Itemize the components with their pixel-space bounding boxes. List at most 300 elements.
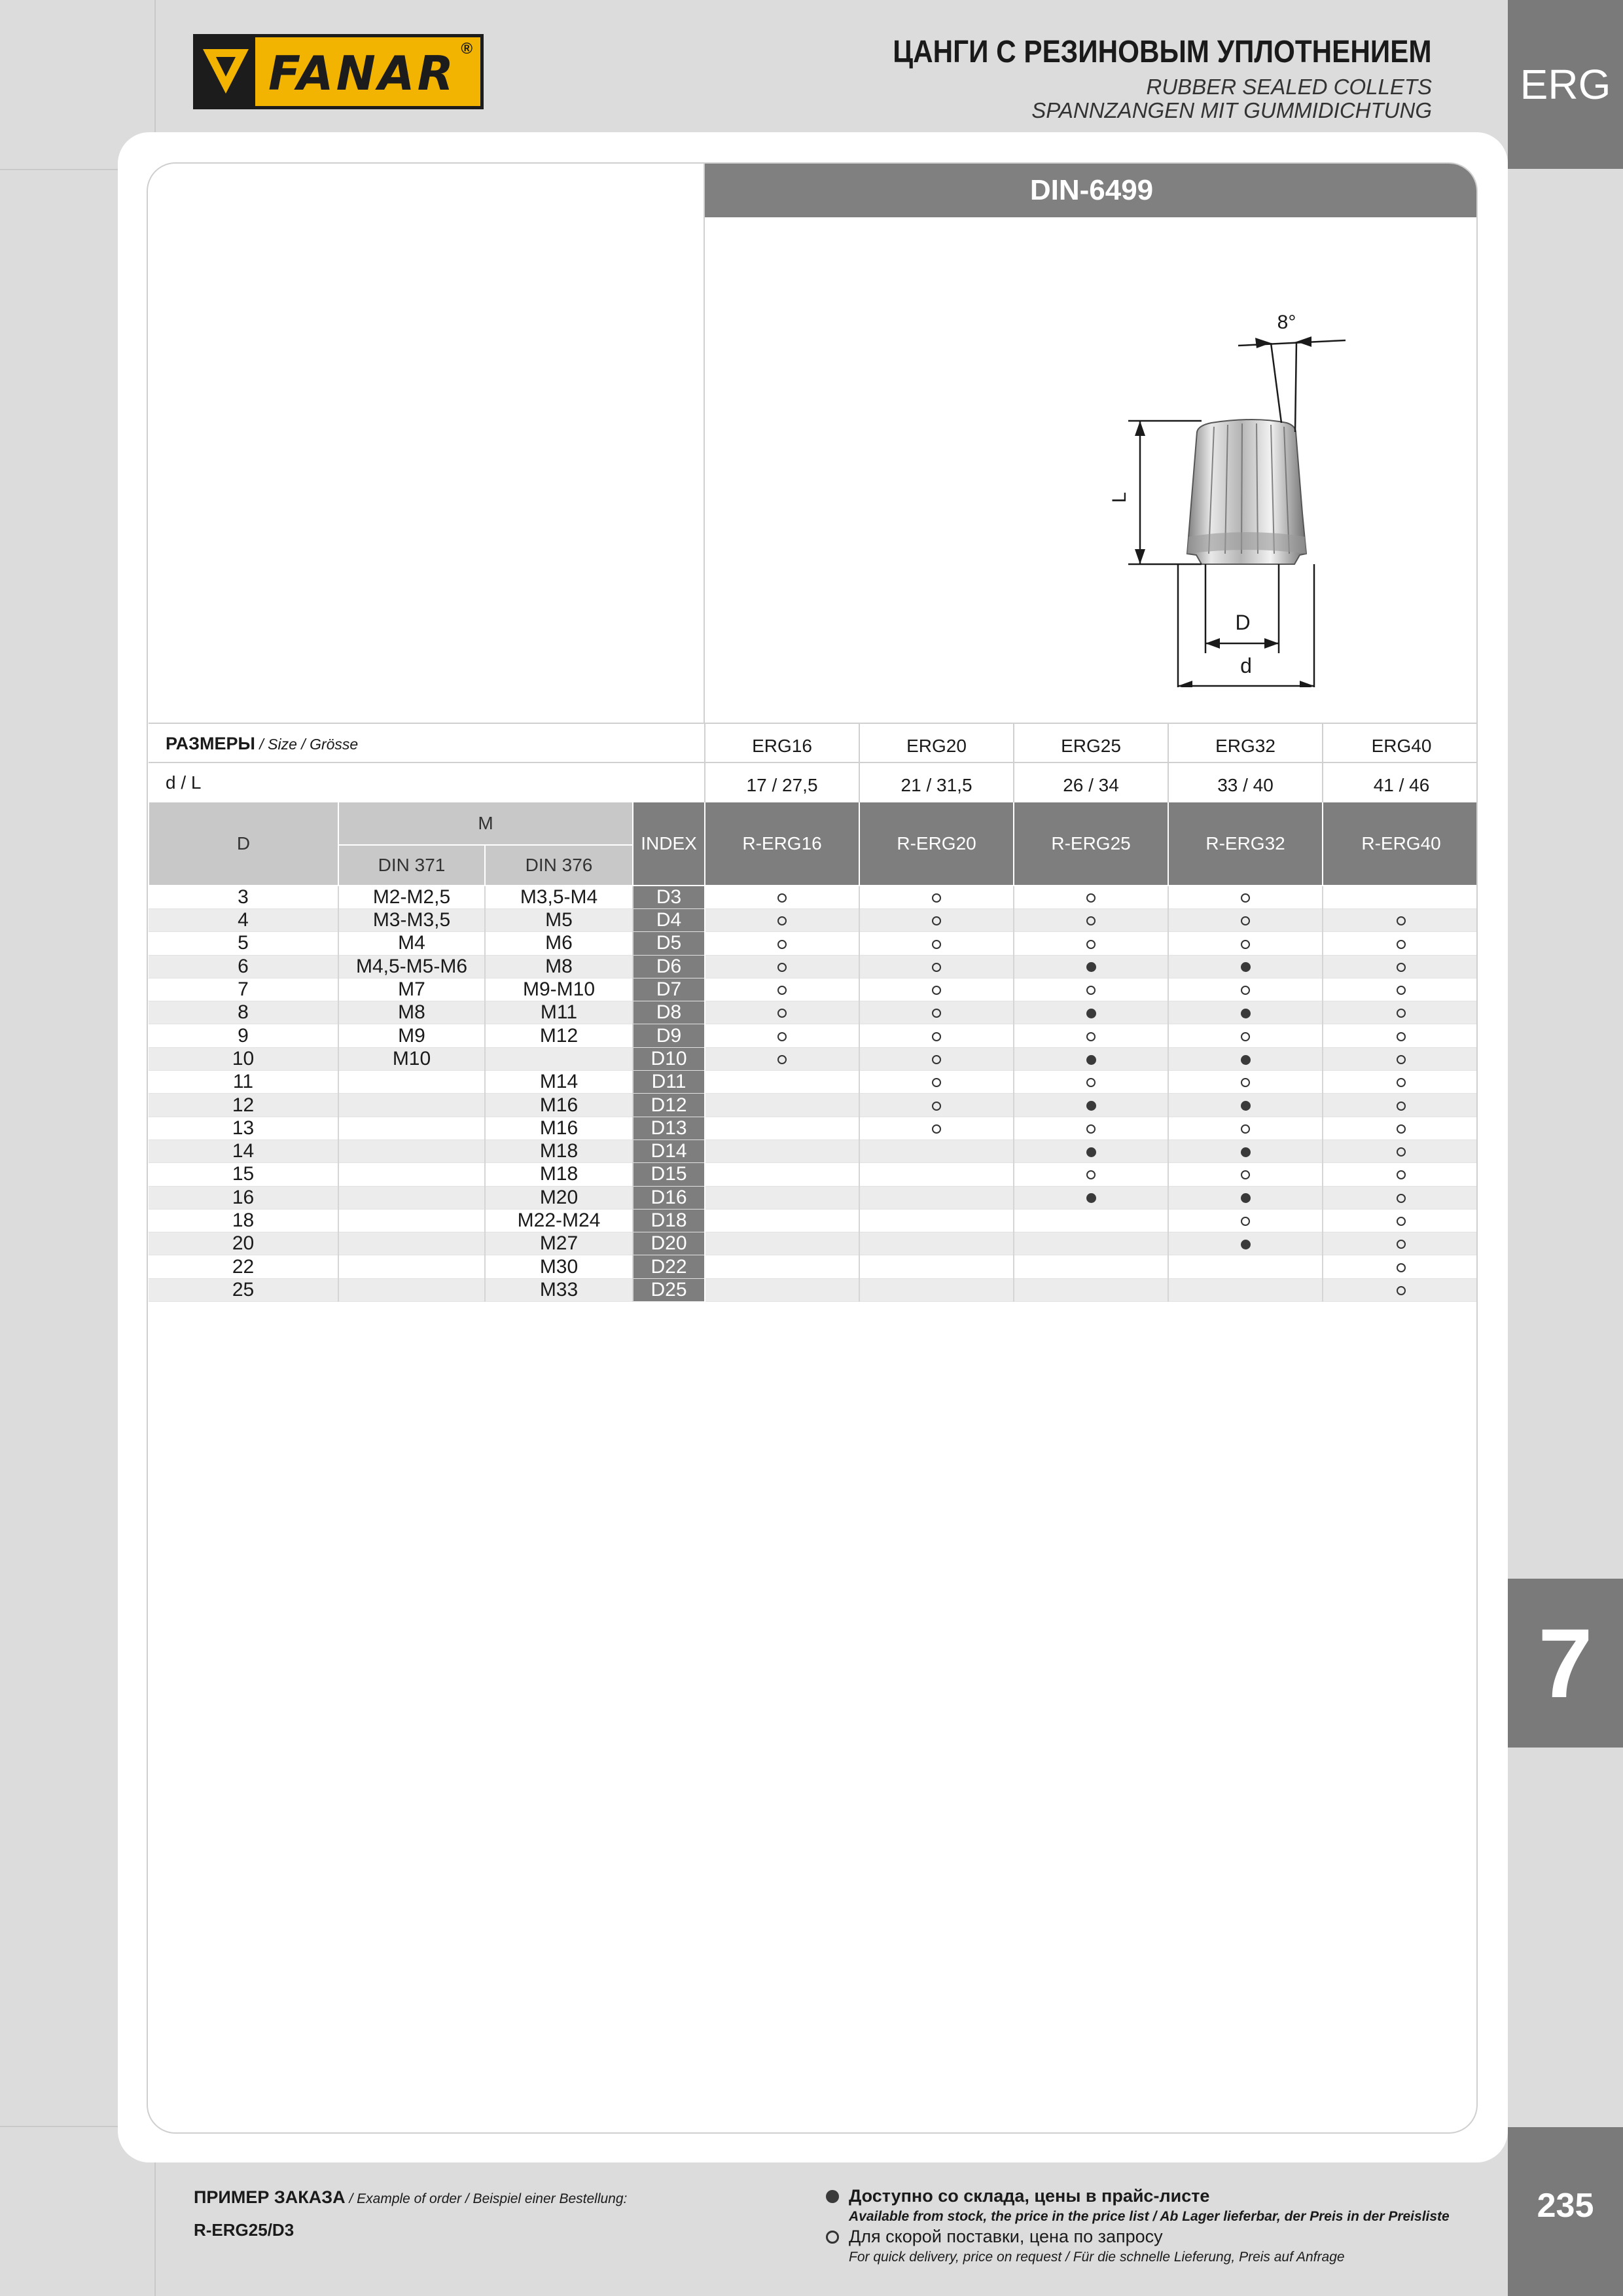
cell-availability (1014, 1047, 1168, 1070)
cell-availability (1168, 1255, 1323, 1278)
size-erg40: ERG40 (1323, 723, 1478, 762)
cell-availability (1323, 1232, 1478, 1255)
cell-availability (1168, 1209, 1323, 1232)
size-erg32: ERG32 (1168, 723, 1323, 762)
cell-availability (1168, 1163, 1323, 1186)
hollow-dot-icon (932, 1124, 941, 1134)
hollow-dot-icon (1397, 1124, 1406, 1134)
dim-angle-label: 8° (1277, 312, 1296, 333)
cell-din376: M14 (485, 1071, 633, 1094)
hollow-dot-icon (1397, 940, 1406, 949)
table-row (149, 1186, 1478, 1209)
cell-din376: M16 (485, 1094, 633, 1117)
cell-availability (705, 1139, 859, 1162)
cell-din371 (338, 1232, 485, 1255)
cell-din371: M8 (338, 1001, 485, 1024)
hollow-dot-icon (1397, 1032, 1406, 1041)
table-row (149, 1024, 1478, 1047)
cell-availability (1168, 1139, 1323, 1162)
cell-din371 (338, 1139, 485, 1162)
hollow-dot-icon (1397, 1217, 1406, 1226)
cell-availability (859, 1163, 1014, 1186)
cell-index: D20 (633, 1232, 705, 1255)
cell-availability (705, 1209, 859, 1232)
cell-D: 8 (149, 1001, 338, 1024)
cell-availability (705, 1071, 859, 1094)
cell-D: 25 (149, 1278, 338, 1301)
cell-availability (1014, 1117, 1168, 1139)
cell-availability (859, 1232, 1014, 1255)
cell-availability (1014, 1163, 1168, 1186)
cell-availability (1014, 1001, 1168, 1024)
cell-availability (1323, 1071, 1478, 1094)
cell-availability (1168, 1278, 1323, 1301)
col-header-din371: DIN 371 (338, 845, 485, 886)
page-title-ru: ЦАНГИ С РЕЗИНОВЫМ УПЛОТНЕНИЕМ (893, 35, 1432, 69)
dl-erg25: 26 / 34 (1014, 762, 1168, 802)
cell-index: D3 (633, 886, 705, 909)
col-header-r-erg25: R-ERG25 (1014, 802, 1168, 886)
dl-erg20: 21 / 31,5 (859, 762, 1014, 802)
cell-availability (1168, 1001, 1323, 1024)
logo-registered-mark: ® (461, 40, 473, 58)
cell-availability (1323, 1255, 1478, 1278)
filled-dot-icon (1086, 1101, 1096, 1111)
hollow-dot-icon (777, 940, 787, 949)
table-header-row (149, 802, 1478, 845)
filled-dot-icon (1086, 962, 1096, 972)
cell-availability (1168, 1186, 1323, 1209)
hollow-dot-icon (1397, 1263, 1406, 1272)
hollow-dot-icon (1397, 1194, 1406, 1203)
cell-index: D16 (633, 1186, 705, 1209)
cell-din376: M3,5-M4 (485, 886, 633, 909)
hollow-dot-icon (1086, 986, 1096, 995)
hollow-dot-icon (826, 2231, 839, 2244)
table-row (149, 1232, 1478, 1255)
cell-index: D5 (633, 932, 705, 955)
hollow-dot-icon (1397, 1078, 1406, 1087)
legend-quick-tr: For quick delivery, price on request / Für die schnelle Lieferung, Preis auf Anfrage (849, 2250, 1345, 2265)
hollow-dot-icon (777, 893, 787, 903)
cell-availability (1168, 978, 1323, 1001)
hollow-dot-icon (932, 1032, 941, 1041)
page-title-de: SPANNZANGEN MIT GUMMIDICHTUNG (1031, 98, 1432, 122)
cell-availability (859, 955, 1014, 978)
cell-din371: M4,5-M5-M6 (338, 955, 485, 978)
table-row (149, 955, 1478, 978)
cell-D: 12 (149, 1094, 338, 1117)
cell-availability (1014, 978, 1168, 1001)
cell-availability (705, 932, 859, 955)
collet-size-table (148, 723, 1478, 1302)
hollow-dot-icon (932, 1102, 941, 1111)
cell-availability (859, 909, 1014, 932)
page-title-en: RUBBER SEALED COLLETS (1146, 75, 1432, 99)
cell-din376: M5 (485, 909, 633, 932)
cell-availability (705, 909, 859, 932)
cell-availability (1014, 1278, 1168, 1301)
cell-din371 (338, 1071, 485, 1094)
hollow-dot-icon (777, 963, 787, 972)
collet-drawing (920, 295, 1378, 691)
filled-dot-icon (1241, 962, 1251, 972)
cell-index: D8 (633, 1001, 705, 1024)
cell-availability (859, 886, 1014, 909)
hollow-dot-icon (1397, 1009, 1406, 1018)
legend-quick (826, 2227, 1345, 2265)
dim-L-label: L (1109, 492, 1130, 503)
page-number: 235 (1508, 2127, 1623, 2296)
size-erg20: ERG20 (859, 723, 1014, 762)
dl-erg40: 41 / 46 (1323, 762, 1478, 802)
cell-index: D22 (633, 1255, 705, 1278)
filled-dot-icon (1241, 1147, 1251, 1157)
cell-availability (1323, 1209, 1478, 1232)
hollow-dot-icon (1086, 893, 1096, 903)
cell-D: 5 (149, 932, 338, 955)
cell-availability (1014, 1232, 1168, 1255)
col-header-r-erg20: R-ERG20 (859, 802, 1014, 886)
cell-D: 14 (149, 1139, 338, 1162)
cell-index: D12 (633, 1094, 705, 1117)
cell-availability (1323, 1117, 1478, 1139)
cell-availability (705, 955, 859, 978)
hollow-dot-icon (932, 1055, 941, 1064)
size-erg25: ERG25 (1014, 723, 1168, 762)
cell-availability (705, 978, 859, 1001)
cell-availability (705, 1001, 859, 1024)
table-row (149, 1163, 1478, 1186)
filled-dot-icon (1241, 1055, 1251, 1065)
logo-text: FANAR (268, 46, 457, 101)
size-row (149, 723, 1478, 762)
cell-din376: M16 (485, 1117, 633, 1139)
hollow-dot-icon (777, 1009, 787, 1018)
hollow-dot-icon (1241, 1032, 1250, 1041)
cell-availability (859, 1024, 1014, 1047)
col-header-r-erg40: R-ERG40 (1323, 802, 1478, 886)
cell-D: 20 (149, 1232, 338, 1255)
cell-availability (705, 1094, 859, 1117)
section-tab-erg[interactable]: ERG (1508, 0, 1623, 169)
cell-index: D6 (633, 955, 705, 978)
cell-D: 3 (149, 886, 338, 909)
hollow-dot-icon (932, 1078, 941, 1087)
filled-dot-icon (1086, 1193, 1096, 1203)
cell-din376: M9-M10 (485, 978, 633, 1001)
divider (704, 164, 705, 724)
cell-availability (859, 1094, 1014, 1117)
cell-availability (705, 1117, 859, 1139)
cell-D: 9 (149, 1024, 338, 1047)
cell-availability (705, 1163, 859, 1186)
cell-availability (705, 1186, 859, 1209)
cell-din371 (338, 1117, 485, 1139)
cell-availability (1168, 932, 1323, 955)
cell-availability (859, 1047, 1014, 1070)
hollow-dot-icon (1397, 1286, 1406, 1295)
hollow-dot-icon (1086, 916, 1096, 925)
cell-availability (1323, 1139, 1478, 1162)
dl-erg32: 33 / 40 (1168, 762, 1323, 802)
legend-quick-ru: Для скорой поставки, цена по запросу (849, 2227, 1163, 2246)
cell-din371 (338, 1278, 485, 1301)
cell-availability (1014, 1186, 1168, 1209)
cell-availability (859, 978, 1014, 1001)
hollow-dot-icon (1241, 986, 1250, 995)
cell-availability (1323, 1001, 1478, 1024)
cell-din371: M3-M3,5 (338, 909, 485, 932)
legend-stock-ru: Доступно со склада, цены в прайс-листе (849, 2186, 1210, 2206)
cell-availability (859, 932, 1014, 955)
hollow-dot-icon (932, 986, 941, 995)
cell-D: 6 (149, 955, 338, 978)
cell-din376: M27 (485, 1232, 633, 1255)
cell-din376 (485, 1047, 633, 1070)
cell-din371: M10 (338, 1047, 485, 1070)
cell-availability (1014, 1071, 1168, 1094)
cell-availability (1323, 1024, 1478, 1047)
col-header-D: D (149, 802, 338, 886)
cell-din371: M9 (338, 1024, 485, 1047)
filled-dot-icon (1241, 1193, 1251, 1203)
table-row (149, 1071, 1478, 1094)
cell-availability (705, 886, 859, 909)
table-row (149, 909, 1478, 932)
order-example-label: ПРИМЕР ЗАКАЗА / Example of order / Beispiel einer Bestellung: (194, 2187, 628, 2207)
hollow-dot-icon (1086, 940, 1096, 949)
cell-din371 (338, 1094, 485, 1117)
cell-availability (859, 1255, 1014, 1278)
cell-D: 16 (149, 1186, 338, 1209)
cell-din376: M11 (485, 1001, 633, 1024)
hollow-dot-icon (1241, 1170, 1250, 1179)
legend-stock (826, 2186, 1450, 2225)
table-row (149, 1094, 1478, 1117)
table-row (149, 1278, 1478, 1301)
size-erg16: ERG16 (705, 723, 859, 762)
cell-availability (1323, 978, 1478, 1001)
cell-D: 10 (149, 1047, 338, 1070)
cell-availability (1323, 955, 1478, 978)
filled-dot-icon (1241, 1101, 1251, 1111)
cell-availability (1323, 1163, 1478, 1186)
hollow-dot-icon (932, 916, 941, 925)
cell-availability (859, 1186, 1014, 1209)
logo-v-mark-icon (196, 37, 255, 106)
cell-availability (1168, 1071, 1323, 1094)
fanar-logo (193, 34, 484, 109)
cell-availability (705, 1278, 859, 1301)
cell-availability (705, 1024, 859, 1047)
cell-availability (1323, 909, 1478, 932)
cell-din371 (338, 1163, 485, 1186)
cell-index: D7 (633, 978, 705, 1001)
cell-index: D25 (633, 1278, 705, 1301)
hollow-dot-icon (777, 1055, 787, 1064)
cell-din371 (338, 1186, 485, 1209)
table-row (149, 978, 1478, 1001)
hollow-dot-icon (1241, 1124, 1250, 1134)
cell-availability (1014, 1209, 1168, 1232)
cell-availability (1014, 932, 1168, 955)
cell-availability (1168, 955, 1323, 978)
cell-availability (859, 1278, 1014, 1301)
cell-din376: M30 (485, 1255, 633, 1278)
table-row (149, 886, 1478, 909)
cell-availability (1323, 1186, 1478, 1209)
cell-index: D11 (633, 1071, 705, 1094)
table-body (149, 886, 1478, 1302)
dl-row (149, 762, 1478, 802)
cell-availability (1014, 1024, 1168, 1047)
hollow-dot-icon (1397, 1240, 1406, 1249)
cell-D: 13 (149, 1117, 338, 1139)
cell-availability (1168, 1024, 1323, 1047)
hollow-dot-icon (1397, 1055, 1406, 1064)
cell-availability (1323, 1278, 1478, 1301)
cell-availability (1168, 1047, 1323, 1070)
cell-availability (1323, 932, 1478, 955)
cell-din376: M22-M24 (485, 1209, 633, 1232)
cell-D: 22 (149, 1255, 338, 1278)
cell-availability (859, 1001, 1014, 1024)
chapter-tab[interactable]: 7 (1508, 1579, 1623, 1748)
col-header-r-erg16: R-ERG16 (705, 802, 859, 886)
cell-din376: M20 (485, 1186, 633, 1209)
dl-label: d / L (149, 762, 705, 802)
hollow-dot-icon (1241, 1217, 1250, 1226)
hollow-dot-icon (932, 963, 941, 972)
dl-erg16: 17 / 27,5 (705, 762, 859, 802)
hollow-dot-icon (1086, 1032, 1096, 1041)
hollow-dot-icon (932, 940, 941, 949)
hollow-dot-icon (1086, 1170, 1096, 1179)
cell-availability (1014, 955, 1168, 978)
filled-dot-icon (1241, 1240, 1251, 1249)
size-label: РАЗМЕРЫ / Size / Grösse (149, 723, 705, 762)
cell-availability (705, 1047, 859, 1070)
standard-header: DIN-6499 (704, 164, 1478, 217)
cell-index: D4 (633, 909, 705, 932)
hollow-dot-icon (1241, 1078, 1250, 1087)
col-header-din376: DIN 376 (485, 845, 633, 886)
cell-availability (1323, 886, 1478, 909)
cell-availability (1168, 909, 1323, 932)
col-header-index: INDEX (633, 802, 705, 886)
hollow-dot-icon (777, 916, 787, 925)
cell-availability (859, 1139, 1014, 1162)
cell-availability (859, 1117, 1014, 1139)
table-row (149, 1001, 1478, 1024)
cell-index: D15 (633, 1163, 705, 1186)
col-header-M: M (338, 802, 633, 845)
cell-din371 (338, 1255, 485, 1278)
cell-din371: M4 (338, 932, 485, 955)
cell-availability (705, 1232, 859, 1255)
hollow-dot-icon (1397, 963, 1406, 972)
cell-din376: M18 (485, 1163, 633, 1186)
hollow-dot-icon (1397, 916, 1406, 925)
filled-dot-icon (1241, 1009, 1251, 1018)
cell-availability (1014, 1139, 1168, 1162)
table-row (149, 1047, 1478, 1070)
cell-din371: M2-M2,5 (338, 886, 485, 909)
cell-availability (859, 1209, 1014, 1232)
hollow-dot-icon (777, 986, 787, 995)
dim-D-label: D (1235, 611, 1251, 634)
cell-index: D14 (633, 1139, 705, 1162)
cell-availability (1014, 886, 1168, 909)
cell-din371 (338, 1209, 485, 1232)
cell-index: D9 (633, 1024, 705, 1047)
dim-d-label: d (1240, 654, 1252, 677)
col-header-r-erg32: R-ERG32 (1168, 802, 1323, 886)
cell-din376: M33 (485, 1278, 633, 1301)
hollow-dot-icon (1086, 1124, 1096, 1134)
cell-din376: M12 (485, 1024, 633, 1047)
cell-availability (1168, 1094, 1323, 1117)
hollow-dot-icon (1241, 916, 1250, 925)
table-row (149, 1139, 1478, 1162)
cell-D: 7 (149, 978, 338, 1001)
hollow-dot-icon (1397, 1170, 1406, 1179)
cell-availability (1014, 1255, 1168, 1278)
filled-dot-icon (826, 2190, 839, 2203)
cell-index: D13 (633, 1117, 705, 1139)
hollow-dot-icon (932, 1009, 941, 1018)
table-row (149, 1209, 1478, 1232)
cell-availability (1168, 1232, 1323, 1255)
content-card-inner (147, 162, 1478, 2134)
cell-availability (1014, 909, 1168, 932)
hollow-dot-icon (1086, 1078, 1096, 1087)
cell-din376: M6 (485, 932, 633, 955)
hollow-dot-icon (1241, 940, 1250, 949)
hollow-dot-icon (1241, 893, 1250, 903)
cell-din376: M18 (485, 1139, 633, 1162)
cell-D: 18 (149, 1209, 338, 1232)
table-row (149, 1255, 1478, 1278)
table-row (149, 932, 1478, 955)
hollow-dot-icon (1397, 1147, 1406, 1157)
table-row (149, 1117, 1478, 1139)
hollow-dot-icon (932, 893, 941, 903)
order-example-value: R-ERG25/D3 (194, 2220, 294, 2240)
cell-availability (1168, 886, 1323, 909)
filled-dot-icon (1086, 1055, 1096, 1065)
cell-D: 11 (149, 1071, 338, 1094)
filled-dot-icon (1086, 1009, 1096, 1018)
cell-din376: M8 (485, 955, 633, 978)
filled-dot-icon (1086, 1147, 1096, 1157)
cell-availability (859, 1071, 1014, 1094)
hollow-dot-icon (1397, 1102, 1406, 1111)
cell-availability (1014, 1094, 1168, 1117)
cell-availability (1168, 1117, 1323, 1139)
cell-index: D10 (633, 1047, 705, 1070)
legend-stock-tr: Available from stock, the price in the price list / Ab Lager lieferbar, der Preis in der Preisliste (849, 2209, 1450, 2224)
cell-index: D18 (633, 1209, 705, 1232)
hollow-dot-icon (1397, 986, 1406, 995)
cell-din371: M7 (338, 978, 485, 1001)
cell-D: 15 (149, 1163, 338, 1186)
cell-availability (705, 1255, 859, 1278)
cell-availability (1323, 1094, 1478, 1117)
hollow-dot-icon (777, 1032, 787, 1041)
cell-D: 4 (149, 909, 338, 932)
